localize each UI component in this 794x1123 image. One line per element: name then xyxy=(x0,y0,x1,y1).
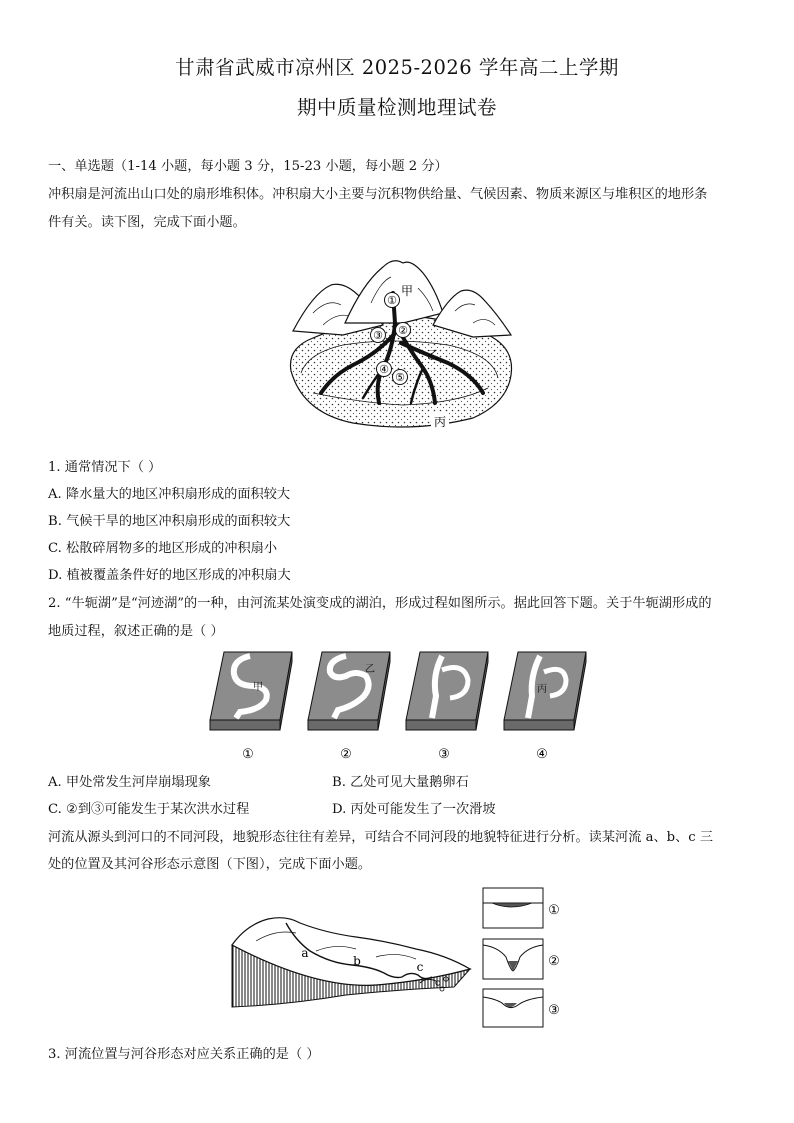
q2-option-c[interactable]: C. ②到③可能发生于某次洪水过程 xyxy=(48,802,250,817)
oxbow-stage-1 xyxy=(210,652,292,730)
q3-stem: 3. 河流位置与河谷形态对应关系正确的是（ ） xyxy=(48,1047,320,1062)
fan-label-1: ① xyxy=(387,294,397,307)
oxbow-lake-figure xyxy=(206,646,596,764)
q2-stem-line1: 2. “牛轭湖”是“河迹湖”的一种，由河流某处演变成的湖泊，形成过程如图所示。据此回答下题。关于牛轭湖形成的 xyxy=(48,596,712,611)
alluvial-fan-figure xyxy=(283,253,523,438)
stage1-mark-jia: 甲 xyxy=(253,682,263,693)
river-point-a: a xyxy=(301,946,309,960)
q1-stem: 1. 通常情况下（ ） xyxy=(48,460,162,475)
q1-option-a[interactable]: A. 降水量大的地区冲积扇形成的面积较大 xyxy=(48,487,291,502)
valley-label-1: ① xyxy=(548,903,560,918)
river-point-c: c xyxy=(416,960,424,974)
q2-stem-line2: 地质过程，叙述正确的是（ ） xyxy=(48,624,224,639)
oxbow-stage-4 xyxy=(504,652,586,730)
fan-label-yi: 乙 xyxy=(426,348,440,362)
q1-option-d[interactable]: D. 植被覆盖条件好的地区形成的冲积扇大 xyxy=(48,568,291,583)
fan-label-4: ④ xyxy=(379,363,389,376)
valley-section-1 xyxy=(483,888,543,928)
q2-option-b[interactable]: B. 乙处可见大量鹅卵石 xyxy=(332,775,469,790)
paper-title-line2: 期中质量检测地理试卷 xyxy=(296,96,497,119)
stage4-mark-bing: 丙 xyxy=(537,684,547,695)
valley-label-3: ③ xyxy=(548,1003,560,1018)
oxbow-stage-2 xyxy=(308,652,390,730)
fan-label-3: ③ xyxy=(373,329,383,342)
stage-label-3: ③ xyxy=(438,747,450,762)
fan-label-2: ② xyxy=(398,324,408,337)
river-point-b: b xyxy=(353,954,361,968)
stage-label-4: ④ xyxy=(536,747,548,762)
passage2-line2: 处的位置及其河谷形态示意图（下图），完成下面小题。 xyxy=(48,857,372,872)
fan-label-5: ⑤ xyxy=(395,371,405,384)
section-heading: 一、单选题（1-14 小题，每小题 3 分，15-23 小题，每小题 2 分） xyxy=(48,159,448,174)
fan-label-jia: 甲 xyxy=(400,284,414,298)
oxbow-stage-3 xyxy=(406,652,488,730)
valley-section-2 xyxy=(483,939,543,979)
fan-label-bing: 丙 xyxy=(433,415,447,429)
stage-label-2: ② xyxy=(340,747,352,762)
valley-label-2: ② xyxy=(548,954,560,969)
intro-text-line1: 冲积扇是河流出山口处的扇形堆积体。冲积扇大小主要与沉积物供给量、气候因素、物质来源区与堆积区的地形条 xyxy=(48,187,708,202)
intro-text-line2: 件有关。读下图，完成下面小题。 xyxy=(48,215,246,230)
passage2-line1: 河流从源头到河口的不同河段，地貌形态往往有差异，可结合不同河段的地貌特征进行分析。读某河流 a、b、c 三 xyxy=(48,830,714,845)
q2-option-a[interactable]: A. 甲处常发生河岸崩塌现象 xyxy=(48,775,211,790)
stage2-mark-yi: 乙 xyxy=(365,664,375,675)
q2-option-d[interactable]: D. 丙处可能发生了一次滑坡 xyxy=(332,802,496,817)
paper-title-line1: 甘肃省武威市凉州区 2025-2026 学年高二上学期 xyxy=(175,56,619,79)
stage-label-1: ① xyxy=(242,747,254,762)
q1-option-c[interactable]: C. 松散碎屑物多的地区形成的冲积扇小 xyxy=(48,541,278,556)
river-course-figure xyxy=(226,885,571,1030)
valley-section-3 xyxy=(483,989,543,1027)
q1-option-b[interactable]: B. 气候干旱的地区冲积扇形成的面积较大 xyxy=(48,514,291,529)
